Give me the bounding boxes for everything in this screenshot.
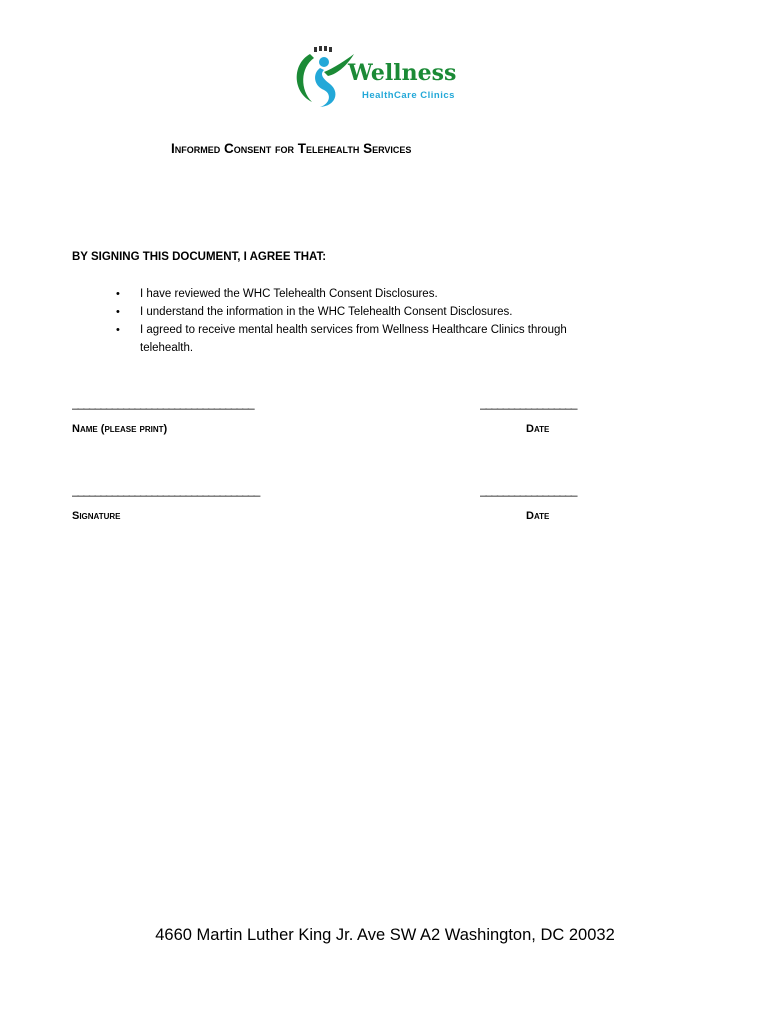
logo-tagline: HealthCare Clinics xyxy=(362,90,455,101)
agreement-list xyxy=(116,285,586,357)
list-item xyxy=(116,303,586,321)
logo-brand-name: Wellness xyxy=(348,60,457,86)
clinic-logo xyxy=(290,44,480,110)
bullet-icon: • xyxy=(116,288,120,300)
signature-line[interactable]: _________________________________ xyxy=(72,483,260,497)
document-title: Informed Consent for Telehealth Services xyxy=(171,141,412,156)
date-line-2[interactable]: _________________ xyxy=(480,483,577,497)
list-item xyxy=(116,321,586,357)
signature-label: Signature xyxy=(72,510,121,522)
date-label-1: Date xyxy=(526,423,550,435)
agree-heading: BY SIGNING THIS DOCUMENT, I AGREE THAT: xyxy=(72,251,327,263)
bullet-icon: • xyxy=(116,324,120,336)
name-label: Name (please print) xyxy=(72,423,168,435)
list-item-text: I have reviewed the WHC Telehealth Consent Disclosures. xyxy=(140,288,438,300)
list-item-text: I agreed to receive mental health services from Wellness Healthcare Clinics through telehealth. xyxy=(140,324,567,354)
date-label-2: Date xyxy=(526,510,550,522)
list-item-text: I understand the information in the WHC Telehealth Consent Disclosures. xyxy=(140,306,513,318)
date-line-1[interactable]: _________________ xyxy=(480,396,577,410)
footer-address: 4660 Martin Luther King Jr. Ave SW A2 Washington, DC 20032 xyxy=(155,926,615,944)
list-item xyxy=(116,285,586,303)
name-line[interactable]: ________________________________ xyxy=(72,396,254,410)
bullet-icon: • xyxy=(116,306,120,318)
